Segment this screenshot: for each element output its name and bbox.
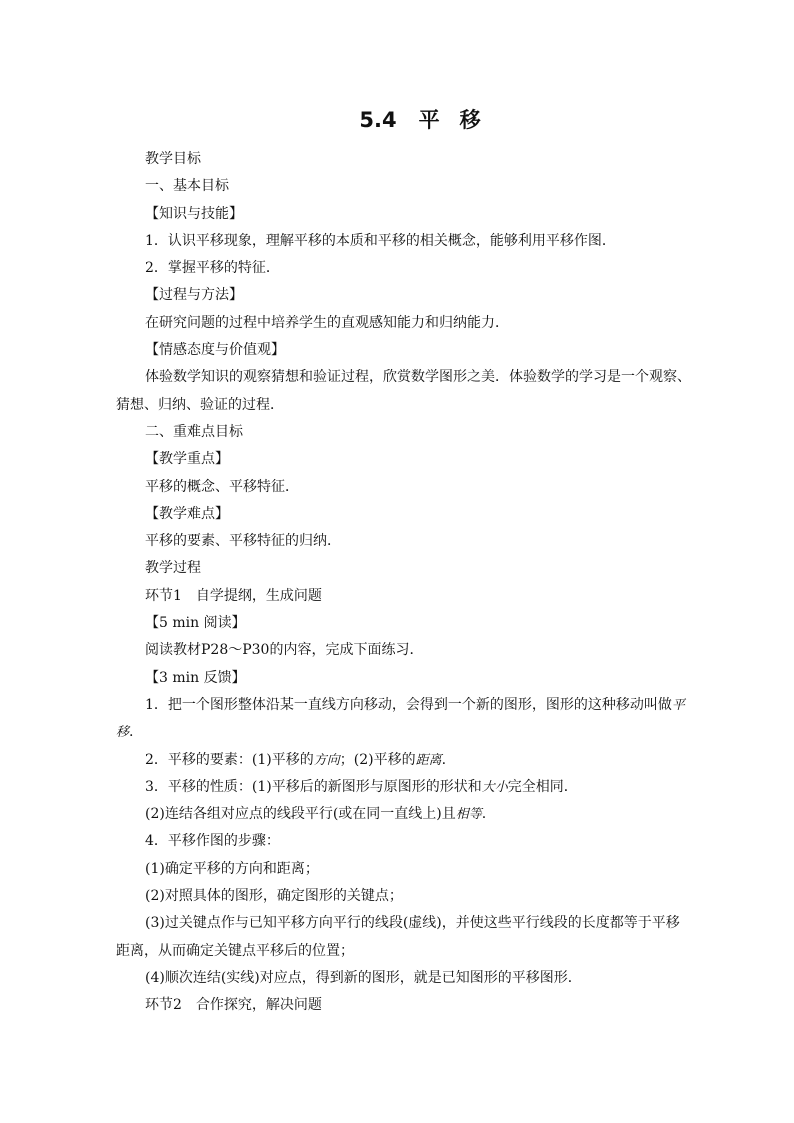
question-1-line-1: 1．把一个图形整体沿某一直线方向移动，会得到一个新的图形，图形的这种移动叫做平 — [145, 696, 685, 713]
paragraph: 体验数学知识的观察猜想和验证过程，欣赏数学图形之美．体验数学的学习是一个观察、 — [145, 369, 691, 386]
page-title — [0, 104, 794, 134]
answer-blank: 相等 — [455, 807, 482, 823]
heading-key-points: 二、重难点目标 — [145, 423, 243, 440]
answer-blank: 距离 — [415, 752, 442, 768]
question-3-line-1: 3．平移的性质：(1)平移后的新图形与原图形的形状和大小完全相同． — [145, 778, 578, 795]
step-item: (2)对照具体的图形，确定图形的关键点； — [145, 888, 403, 905]
question-4: 4．平移作图的步骤： — [145, 833, 280, 850]
answer-blank: 方向 — [313, 752, 340, 768]
answer-blank: 平 — [671, 697, 685, 713]
section-step-1: 环节1 自学提纲，生成问题 — [145, 587, 322, 604]
heading-feedback: 【3 min 反馈】 — [145, 669, 246, 686]
paragraph: 2．掌握平移的特征． — [145, 260, 280, 277]
heading-teaching-goals: 教学目标 — [145, 151, 201, 167]
question-2: 2．平移的要素：(1)平移的方向；(2)平移的距离. — [145, 751, 447, 768]
section-step-2: 环节2 合作探究，解决问题 — [145, 997, 322, 1014]
title-char-1: 平 — [418, 108, 440, 132]
heading-teaching-focus: 【教学重点】 — [145, 451, 229, 468]
heading-process-method: 【过程与方法】 — [145, 287, 243, 304]
heading-reading: 【5 min 阅读】 — [145, 615, 246, 632]
heading-teaching-difficulty: 【教学难点】 — [145, 505, 229, 522]
paragraph: 猜想、归纳、验证的过程． — [116, 396, 284, 413]
heading-emotion-values: 【情感态度与价值观】 — [145, 342, 285, 359]
step-item: (1)确定平移的方向和距离； — [145, 860, 319, 877]
question-3-line-2: (2)连结各组对应点的线段平行(或在同一直线上)且相等. — [145, 806, 487, 823]
document-body — [116, 146, 691, 1020]
answer-blank: 移 — [116, 725, 130, 741]
paragraph: 1．认识平移现象，理解平移的本质和平移的相关概念，能够利用平移作图． — [145, 232, 616, 249]
step-item: (4)顺次连结(实线)对应点，得到新的图形，就是已知图形的平移图形． — [145, 969, 582, 986]
heading-basic-goals: 一、基本目标 — [145, 178, 229, 195]
paragraph: 在研究问题的过程中培养学生的直观感知能力和归纳能力． — [145, 314, 509, 331]
answer-blank: 大小 — [481, 779, 508, 795]
title-number: 5.4 — [359, 108, 397, 132]
title-char-2: 移 — [459, 108, 481, 132]
step-item: 距离，从而确定关键点平移后的位置； — [116, 942, 354, 959]
paragraph: 平移的要素、平移特征的归纳． — [145, 533, 341, 550]
paragraph: 平移的概念、平移特征． — [145, 478, 299, 495]
heading-teaching-process: 教学过程 — [145, 560, 201, 577]
question-1-line-2: 移. — [116, 724, 134, 741]
paragraph: 阅读教材P28～P30的内容，完成下面练习． — [145, 642, 424, 659]
heading-knowledge-skills: 【知识与技能】 — [145, 205, 243, 222]
step-item: (3)过关键点作与已知平移方向平行的线段(虚线)，并使这些平行线段的长度都等于平移 — [145, 915, 680, 932]
